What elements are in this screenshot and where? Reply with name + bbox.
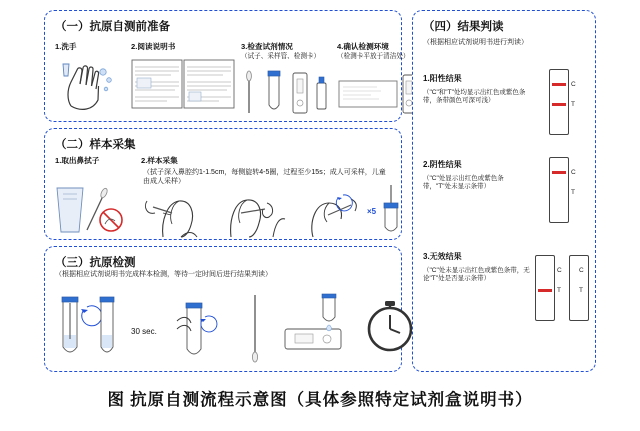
swab-unpack-icon [53, 184, 133, 236]
step-label: 4.确认检测环境 [337, 42, 389, 51]
section-subtitle-detection: （根据相应试剂说明书完成样本检测，等待一定时间后进行结果判读） [55, 271, 272, 278]
result-title: 3.无效结果 [423, 252, 462, 261]
section-title-detection: （三）抗原检测 [55, 257, 136, 269]
cassette-letter-t: T [571, 101, 575, 108]
discard-swab-icon [241, 291, 271, 363]
result-positive [423, 73, 533, 105]
step-label: 2.阅读说明书 [131, 42, 176, 51]
nasal-rotation-icon [299, 191, 371, 239]
section-title-interpretation: （四）结果判读 [423, 21, 504, 33]
step-note: （检测卡平放于清洁处） [337, 53, 410, 60]
result-description: （"C"处未显示出红色或紫色条带，无论"T"处是否显示条带） [423, 267, 530, 283]
step-note: （试子、采样管、检测卡） [241, 53, 321, 60]
section-title-sampling: （二）样本采集 [55, 139, 136, 151]
stir-swab-in-tube-icon [57, 295, 121, 361]
step-label: 3.检查试剂情况 [241, 42, 293, 51]
result-title: 2.阴性结果 [423, 160, 462, 169]
result-title: 1.阳性结果 [423, 74, 462, 83]
section-title-preparation: （一）抗原自测前准备 [55, 21, 170, 33]
step-take-swab [55, 155, 135, 166]
cassette-letter-c: C [579, 267, 584, 274]
sampling-note: （拭子深入鼻腔约1-1.5cm，每侧旋转4-5圈，过程至少15s；成人可采样，儿童由成人采样） [143, 169, 386, 185]
band-t [552, 103, 566, 106]
adult-sampling-child-icon [221, 191, 295, 239]
cassette-letter-t: T [579, 287, 583, 294]
instruction-leaflet-icon [131, 58, 237, 112]
section-subtitle-interpretation: （根据相应试剂说明书进行判读） [423, 39, 528, 46]
cassette-letter-c: C [571, 169, 576, 176]
figure-caption: 图 抗原自测流程示意图（具体参照特定试剂盒说明书） [107, 390, 533, 409]
section-panel-sampling [44, 128, 402, 240]
kit-components-icon [243, 69, 329, 117]
result-description: （"C"处显示出红色或紫色条带，"T"处未显示条带） [423, 175, 504, 191]
step-read-instructions [131, 41, 221, 52]
swab-into-tube-icon [381, 183, 401, 239]
timer-label: 30 sec. [131, 327, 157, 336]
step-label: 1.洗手 [55, 42, 77, 51]
band-c [552, 171, 566, 174]
repeat-badge: ×5 [367, 207, 377, 216]
section-panel-preparation [44, 10, 410, 122]
result-description: （"C"和"T"处均显示出红色或紫色条带，条带颜色可深可浅） [423, 89, 526, 105]
step-label: 2.样本采集 [141, 156, 178, 165]
drop-sample-on-cassette-icon [283, 293, 353, 365]
wash-hands-icon [57, 56, 119, 114]
step-label: 1.取出鼻拭子 [55, 156, 100, 165]
cassette-letter-c: C [557, 267, 562, 274]
cassette-positive [549, 69, 569, 135]
step-wash-hands [55, 41, 125, 52]
cassette-letter-t: T [557, 287, 561, 294]
section-panel-detection [44, 246, 402, 372]
adult-self-sampling-icon [141, 191, 211, 239]
section-panel-interpretation [412, 10, 596, 372]
cassette-invalid-1 [535, 255, 555, 321]
wait-timer-icon [363, 297, 417, 357]
step-collect-sample [141, 155, 241, 166]
band-c [552, 83, 566, 86]
squeeze-tube-icon [175, 293, 227, 363]
cassette-letter-t: T [571, 189, 575, 196]
result-invalid [423, 251, 533, 283]
cassette-negative [549, 157, 569, 223]
band-t [538, 289, 552, 292]
step-check-kit [241, 41, 341, 61]
result-negative [423, 159, 533, 191]
cassette-letter-c: C [571, 81, 576, 88]
